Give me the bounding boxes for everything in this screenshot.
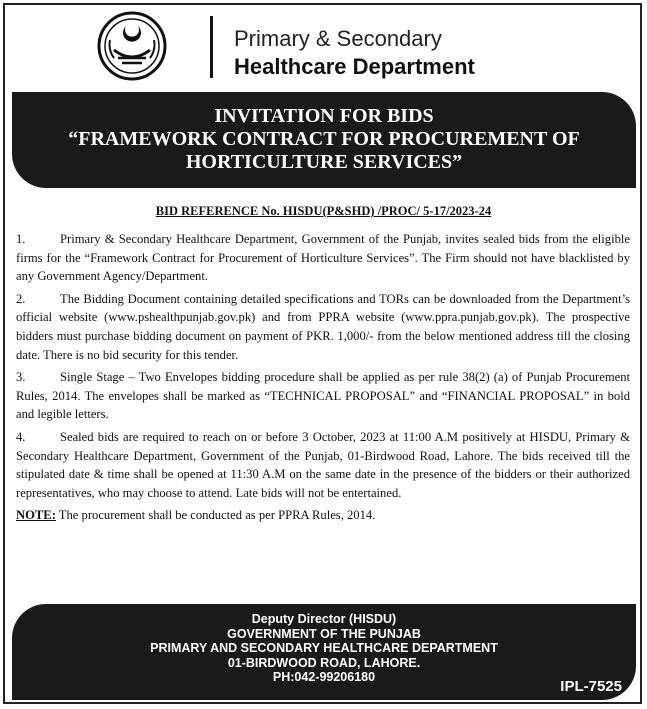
title-line1: INVITATION FOR BIDS: [214, 105, 434, 127]
paragraph-number: 3.: [16, 370, 26, 385]
footer-phone: PH:042-99206180: [272, 670, 376, 684]
bid-reference: BID REFERENCE No. HISDU(P&SHD) /PROC/ 5-17/2023-24: [155, 204, 492, 218]
paragraph-text: Sealed bids are required to reach on or before 3 October, 2023 at 11:00 A.M positively at HISDU, Primary & Secondary Healthcare Department, Government of the Punjab, 01-Birdwood Road, Lahore. The bids received till the stipulated date & time shall be opened at 11:30 A.M on the same date in the presence of the bidders or their authorized representatives, who may choose to attend. Late bids will not be entertained.: [16, 429, 630, 500]
header-divider: [210, 16, 213, 78]
org-name-line2: Healthcare Department: [234, 54, 475, 79]
government-of-punjab-emblem-icon: [96, 10, 168, 82]
title-banner: [12, 92, 636, 188]
title-line3: HORTICULTURE SERVICES”: [185, 151, 463, 173]
footer-department: PRIMARY AND SECONDARY HEALTHCARE DEPARTMENT: [150, 641, 498, 655]
paragraph-number: 2.: [16, 291, 26, 306]
paragraph-3: [16, 368, 630, 424]
signatory-title: Deputy Director (HISDU): [251, 612, 397, 626]
paragraph-2: [16, 290, 630, 364]
org-name-line1: Primary & Secondary: [234, 26, 442, 51]
paragraph-number: 4.: [16, 429, 26, 444]
note-text: The procurement shall be conducted as per PPRA Rules, 2014.: [55, 508, 376, 523]
title-line2: “FRAMEWORK CONTRACT FOR PROCUREMENT OF: [68, 128, 580, 150]
paragraph-1: [16, 230, 630, 286]
footer-banner: [12, 604, 636, 700]
footer-address: 01-BIRDWOOD ROAD, LAHORE.: [227, 655, 421, 670]
note-label: NOTE:: [16, 508, 56, 523]
footer-government: GOVERNMENT OF THE PUNJAB: [227, 626, 421, 641]
paragraph-text: Single Stage – Two Envelopes bidding procedure shall be applied as per rule 38(2) (a) of Punjab Procurement Rules, 2014. The envelopes shall be marked as “TECHNICAL PROPOSAL” and “FINANCIAL PROPOSAL” in bold and legible letters.: [16, 370, 630, 422]
paragraph-4: [16, 428, 630, 502]
note: [16, 506, 630, 525]
ipl-code: IPL-7525: [560, 677, 622, 695]
paragraph-text: Primary & Secondary Healthcare Department, Government of the Punjab, invites sealed bids from the eligible firms for the “Framework Contract for Procurement of Horticulture Services”. The Firm should not have blacklisted by any Government Agency/Department.: [16, 232, 630, 284]
paragraph-number: 1.: [16, 232, 26, 246]
paragraph-text: The Bidding Document containing detailed specifications and TORs can be downloaded from the Department’s official website (www.pshealthpunjab.gov.pk) and from PPRA website (www.ppra.punjab.gov.pk). The prospective bidders must purchase bidding document on payment of PKR. 1,000/- from the below mentioned address till the closing date. There is no bid security for this tender.: [16, 291, 630, 362]
tender-body: [16, 230, 630, 529]
